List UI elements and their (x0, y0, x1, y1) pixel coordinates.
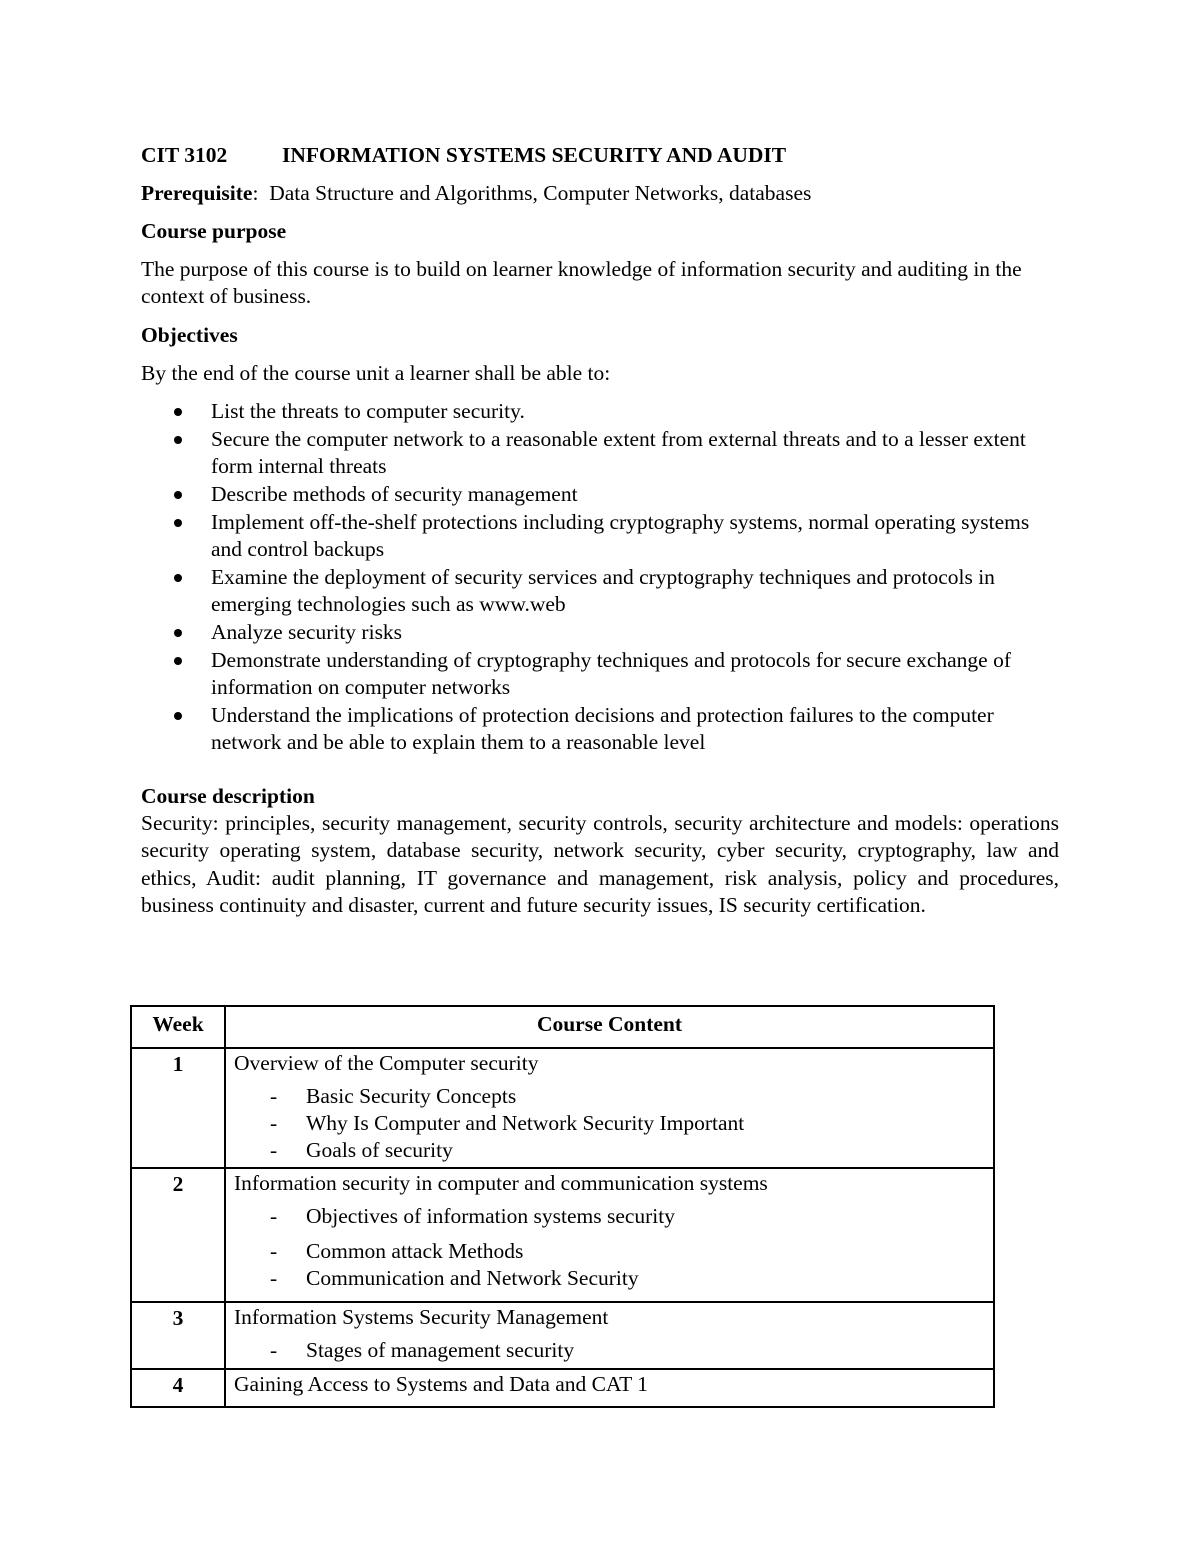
week-content (225, 1369, 994, 1407)
subtopic-list (234, 1337, 985, 1364)
week-topic: Gaining Access to Systems and Data and CAT 1 (234, 1372, 649, 1396)
objective-item: Examine the deployment of security services and cryptography techniques and protocols in emerging technologies such as www.web (141, 564, 1059, 618)
week-topic: Information security in computer and communication systems (234, 1171, 768, 1195)
table-row (131, 1302, 994, 1369)
table-header-row (131, 1006, 994, 1048)
subtopic-item: - Why Is Computer and Network Security Important (270, 1111, 745, 1135)
prerequisite-value: Data Structure and Algorithms, Computer Networks, databases (269, 181, 812, 205)
document-page (141, 141, 1059, 920)
course-title-line (141, 141, 1059, 169)
objective-item: List the threats to computer security. (141, 398, 1059, 425)
subtopic-item: - Stages of management security (270, 1338, 575, 1362)
subtopic-list (234, 1203, 985, 1292)
objective-item: Demonstrate understanding of cryptography techniques and protocols for secure exchange of information on computer networks (141, 647, 1059, 701)
objective-item: Describe methods of security management (141, 481, 1059, 508)
week-content (225, 1048, 994, 1168)
table-row (131, 1168, 994, 1302)
objectives-intro: By the end of the course unit a learner shall be able to: (141, 361, 611, 385)
subtopic-item: - Basic Security Concepts (270, 1084, 517, 1108)
objective-item: Understand the implications of protection decisions and protection failures to the computer network and be able to explain them to a reasonable level (141, 702, 1059, 756)
objective-item: Analyze security risks (141, 619, 1059, 646)
course-title: INFORMATION SYSTEMS SECURITY AND AUDIT (282, 143, 787, 167)
prerequisite-line: Prerequisite: Data Structure and Algorithms, Computer Networks, databases (141, 181, 812, 205)
prerequisite-label: Prerequisite (141, 181, 253, 205)
bullet-icon (174, 436, 182, 444)
week-number: 4 (131, 1369, 225, 1407)
subtopic-item: - Common attack Methods (270, 1239, 524, 1263)
bullet-icon (174, 629, 182, 637)
objective-item: Secure the computer network to a reasonable extent from external threats and to a lesser extent form internal threats (141, 426, 1059, 480)
bullet-icon (174, 519, 182, 527)
description-heading: Course description (141, 784, 315, 808)
objectives-list (141, 398, 1059, 756)
week-number: 1 (131, 1048, 225, 1168)
week-content (225, 1168, 994, 1302)
week-number: 2 (131, 1168, 225, 1302)
purpose-heading: Course purpose (141, 219, 287, 243)
course-code: CIT 3102 (141, 143, 228, 167)
subtopic-item: - Objectives of information systems security (270, 1204, 676, 1228)
course-content-table (130, 1005, 995, 1408)
purpose-text: The purpose of this course is to build on learner knowledge of information security and auditing in the context of business. (141, 257, 1022, 308)
objective-item: Implement off-the-shelf protections including cryptography systems, normal operating systems and control backups (141, 509, 1059, 563)
subtopic-item: - Goals of security (270, 1138, 453, 1162)
bullet-icon (174, 657, 182, 665)
subtopic-item: - Communication and Network Security (270, 1266, 639, 1290)
bullet-icon (174, 712, 182, 720)
subtopic-list (234, 1083, 985, 1164)
week-topic: Overview of the Computer security (234, 1051, 539, 1075)
week-topic: Information Systems Security Management (234, 1305, 609, 1329)
content-column-header: Course Content (225, 1006, 994, 1048)
bullet-icon (174, 408, 182, 416)
week-column-header: Week (131, 1006, 225, 1048)
description-text: Security: principles, security management, security controls, security architecture and models: operations security operating system, database security, network security, cyber security, cryptography, law and ethics, Audit: audit planning, IT governance and management, risk analysis, policy and procedures, business continuity and disaster, current and future security issues, IS security certification. (141, 811, 1059, 918)
week-content (225, 1302, 994, 1369)
week-number: 3 (131, 1302, 225, 1369)
bullet-icon (174, 491, 182, 499)
table-row (131, 1369, 994, 1407)
objectives-heading: Objectives (141, 323, 238, 347)
bullet-icon (174, 574, 182, 582)
table-row (131, 1048, 994, 1168)
